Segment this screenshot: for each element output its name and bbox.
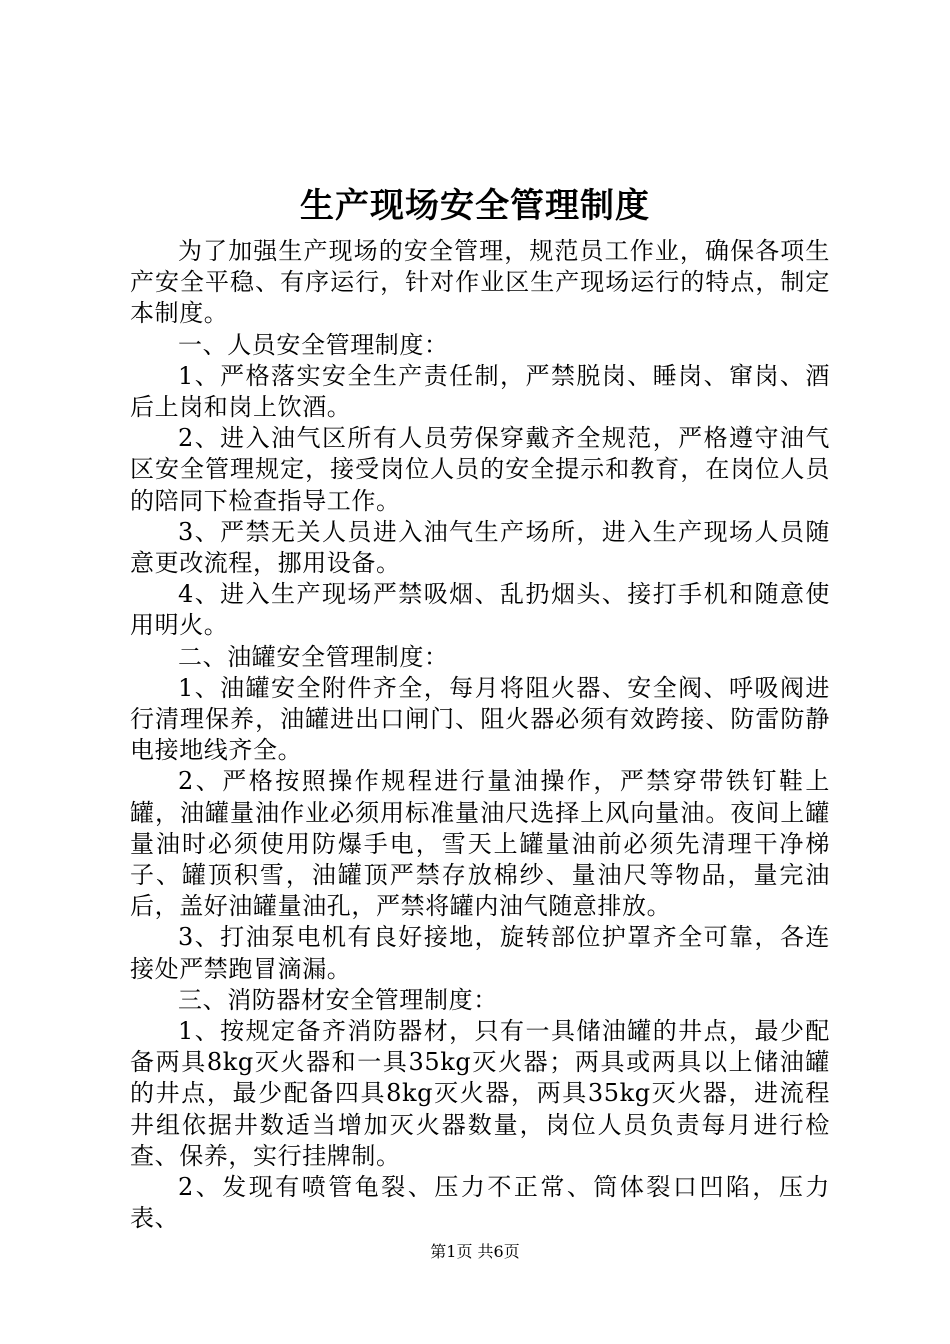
document-title: 生产现场安全管理制度 (300, 186, 650, 226)
paragraph-fire-1: 1、按规定备齐消防器材，只有一具储油罐的井点，最少配备两具8kg灭火器和一具35kg灭火器；两具或两具以上储油罐的井点，最少配备四具8kg灭火器，两具35kg灭火器，进流程井组依据井数适当增加灭火器数量，岗位人员负责每月进行检查、保养，实行挂牌制。 (130, 1017, 830, 1170)
document-body (130, 236, 830, 1235)
paragraph-tank-2: 2、严格按照操作规程进行量油操作，严禁穿带铁钉鞋上罐，油罐量油作业必须用标准量油尺选择上风向量油。夜间上罐量油时必须使用防爆手电，雪天上罐量油前必须先清理干净梯子、罐顶积雪，油罐顶严禁存放棉纱、量油尺等物品，量完油后，盖好油罐量油孔，严禁将罐内油气随意排放。 (130, 767, 830, 921)
paragraph-personnel-2: 2、进入油气区所有人员劳保穿戴齐全规范，严格遵守油气区安全管理规定，接受岗位人员的安全提示和教育，在岗位人员的陪同下检查指导工作。 (130, 424, 830, 515)
paragraph-tank-3: 3、打油泵电机有良好接地，旋转部位护罩齐全可靠，各连接处严禁跑冒滴漏。 (130, 923, 830, 983)
paragraph-personnel-4: 4、进入生产现场严禁吸烟、乱扔烟头、接打手机和随意使用明火。 (130, 580, 830, 640)
page-footer: 第1页 共6页 (430, 1242, 520, 1261)
section-heading-fire: 三、消防器材安全管理制度： (178, 985, 498, 1014)
paragraph-intro: 为了加强生产现场的安全管理，规范员工作业，确保各项生产安全平稳、有序运行，针对作业区生产现场运行的特点，制定本制度。 (130, 237, 830, 328)
paragraph-personnel-1: 1、严格落实安全生产责任制，严禁脱岗、睡岗、窜岗、酒后上岗和岗上饮酒。 (130, 361, 830, 422)
paragraph-tank-1: 1、油罐安全附件齐全，每月将阻火器、安全阀、呼吸阀进行清理保养，油罐进出口闸门、阻火器必须有效跨接、防雷防静电接地线齐全。 (130, 673, 830, 765)
paragraph-personnel-3: 3、严禁无关人员进入油气生产场所，进入生产现场人员随意更改流程，挪用设备。 (130, 517, 830, 578)
section-heading-tank: 二、油罐安全管理制度： (178, 642, 449, 671)
paragraph-fire-2: 2、发现有喷管龟裂、压力不正常、筒体裂口凹陷，压力表、 (130, 1173, 830, 1233)
section-heading-personnel: 一、人员安全管理制度： (178, 330, 449, 359)
